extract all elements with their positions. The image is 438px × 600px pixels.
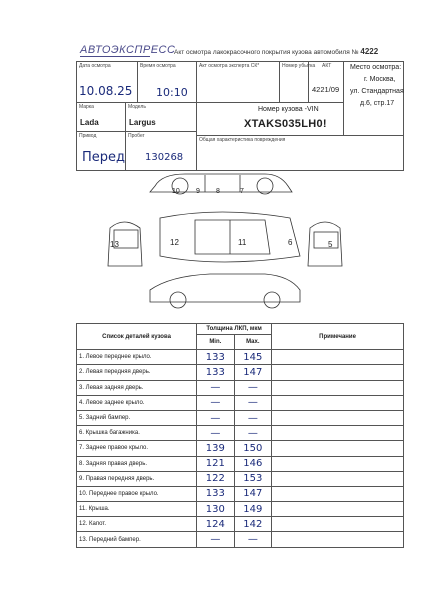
company-logo: АВТОЭКСПРЕСС bbox=[80, 44, 176, 56]
table-row bbox=[77, 426, 404, 441]
min-value-cell: — bbox=[197, 410, 235, 425]
model-label: Модель bbox=[128, 104, 146, 110]
part-name-cell: 3. Левая задняя дверь. bbox=[77, 380, 197, 395]
place-cell bbox=[343, 61, 404, 136]
diagram-number-11: 11 bbox=[238, 238, 247, 247]
table-header-row bbox=[77, 324, 404, 335]
max-value-cell: 153 bbox=[234, 471, 272, 486]
title-text: Акт осмотра лакокрасочного покрытия кузова автомобиля № bbox=[174, 49, 359, 56]
mileage-label: Пробег bbox=[128, 133, 145, 139]
note-cell bbox=[272, 350, 404, 365]
place-line-1: г. Москва, bbox=[364, 76, 396, 83]
time-value: 10:10 bbox=[156, 86, 188, 99]
max-value-cell: 150 bbox=[234, 441, 272, 456]
part-name-cell: 9. Правая передняя дверь. bbox=[77, 471, 197, 486]
note-cell bbox=[272, 365, 404, 380]
min-value-cell: 133 bbox=[197, 486, 235, 501]
parts-table-body bbox=[77, 350, 404, 547]
diagram-number-12: 12 bbox=[170, 238, 179, 247]
note-cell bbox=[272, 532, 404, 547]
max-value-cell: — bbox=[234, 380, 272, 395]
col-min-header: Min. bbox=[197, 335, 235, 350]
table-row bbox=[77, 517, 404, 532]
car-body-diagram bbox=[100, 168, 350, 318]
col-thickness-header: Толщина ЛКП, мкм bbox=[197, 324, 272, 335]
table-row bbox=[77, 380, 404, 395]
note-cell bbox=[272, 456, 404, 471]
place-line-3: д.6, стр.17 bbox=[360, 100, 395, 107]
table-row bbox=[77, 471, 404, 486]
date-label: Дата осмотра bbox=[79, 63, 111, 69]
part-name-cell: 8. Задняя правая дверь. bbox=[77, 456, 197, 471]
part-name-cell: 7. Заднее правое крыло. bbox=[77, 441, 197, 456]
min-value-cell: 122 bbox=[197, 471, 235, 486]
place-label: Место осмотра: bbox=[350, 64, 402, 71]
table-row bbox=[77, 502, 404, 517]
min-value-cell: — bbox=[197, 395, 235, 410]
part-name-cell: 12. Капот. bbox=[77, 517, 197, 532]
date-value: 10.08.25 bbox=[79, 84, 133, 98]
min-value-cell: — bbox=[197, 426, 235, 441]
diagram-number-8: 8 bbox=[216, 188, 220, 195]
diagram-number-7: 7 bbox=[240, 188, 244, 195]
note-cell bbox=[272, 517, 404, 532]
note-cell bbox=[272, 471, 404, 486]
max-value-cell: — bbox=[234, 426, 272, 441]
brand-label: Марка bbox=[79, 104, 94, 110]
min-value-cell: 130 bbox=[197, 502, 235, 517]
drive-label: Привод bbox=[79, 133, 97, 139]
col-note-header: Примечание bbox=[272, 324, 404, 350]
diagram-number-5: 5 bbox=[328, 240, 333, 249]
note-cell bbox=[272, 502, 404, 517]
part-name-cell: 6. Крышка багажника. bbox=[77, 426, 197, 441]
min-value-cell: 133 bbox=[197, 350, 235, 365]
act-number: 4222 bbox=[360, 47, 379, 56]
max-value-cell: — bbox=[234, 395, 272, 410]
max-value-cell: 147 bbox=[234, 365, 272, 380]
part-name-cell: 4. Левое заднее крыло. bbox=[77, 395, 197, 410]
note-cell bbox=[272, 441, 404, 456]
model-value: Largus bbox=[129, 118, 156, 127]
note-cell bbox=[272, 426, 404, 441]
vin-value: XTAKS035LH0! bbox=[244, 118, 327, 130]
table-row bbox=[77, 486, 404, 501]
diagram-number-10: 10 bbox=[172, 188, 180, 195]
table-row bbox=[77, 532, 404, 547]
parts-thickness-table bbox=[76, 323, 404, 548]
part-name-cell: 5. Задний бампер. bbox=[77, 410, 197, 425]
time-label: Время осмотра bbox=[140, 63, 176, 69]
note-cell bbox=[272, 395, 404, 410]
act-value: 4221/09 bbox=[312, 85, 340, 94]
table-row bbox=[77, 410, 404, 425]
col-max-header: Max. bbox=[234, 335, 272, 350]
max-value-cell: 142 bbox=[234, 517, 272, 532]
drive-value: Перед bbox=[82, 150, 126, 165]
document-title bbox=[174, 47, 378, 56]
diagram-number-6: 6 bbox=[288, 238, 293, 247]
place-line-2: ул. Стандартная bbox=[350, 88, 404, 95]
min-value-cell: — bbox=[197, 532, 235, 547]
mileage-value: 130268 bbox=[145, 152, 184, 163]
brand-value: Lada bbox=[80, 118, 99, 127]
part-name-cell: 1. Левое переднее крыло. bbox=[77, 350, 197, 365]
max-value-cell: — bbox=[234, 532, 272, 547]
table-row bbox=[77, 456, 404, 471]
max-value-cell: 145 bbox=[234, 350, 272, 365]
part-name-cell: 13. Передний бампер. bbox=[77, 532, 197, 547]
max-value-cell: — bbox=[234, 410, 272, 425]
note-cell bbox=[272, 380, 404, 395]
table-row bbox=[77, 441, 404, 456]
note-cell bbox=[272, 410, 404, 425]
car-rear-view bbox=[308, 222, 342, 266]
diagram-number-13: 13 bbox=[110, 240, 119, 249]
max-value-cell: 147 bbox=[234, 486, 272, 501]
loss-label: Номер убытка bbox=[282, 63, 316, 69]
expert-label: Акт осмотра эксперта СК* bbox=[199, 63, 260, 69]
max-value-cell: 146 bbox=[234, 456, 272, 471]
min-value-cell: 121 bbox=[197, 456, 235, 471]
damage-label: Общая характеристика повреждения bbox=[199, 137, 286, 143]
table-row bbox=[77, 350, 404, 365]
max-value-cell: 149 bbox=[234, 502, 272, 517]
part-name-cell: 10. Переднее правое крыло. bbox=[77, 486, 197, 501]
table-row bbox=[77, 395, 404, 410]
min-value-cell: 124 bbox=[197, 517, 235, 532]
vin-label: Номер кузова -VIN bbox=[258, 106, 319, 113]
car-side-bottom-outline bbox=[150, 274, 300, 302]
table-row bbox=[77, 365, 404, 380]
diagram-number-9: 9 bbox=[196, 188, 200, 195]
min-value-cell: 133 bbox=[197, 365, 235, 380]
col-parts-header: Список деталей кузова bbox=[77, 324, 197, 350]
act-label: АКТ bbox=[322, 63, 332, 69]
min-value-cell: 139 bbox=[197, 441, 235, 456]
note-cell bbox=[272, 486, 404, 501]
min-value-cell: — bbox=[197, 380, 235, 395]
part-name-cell: 2. Левая передняя дверь. bbox=[77, 365, 197, 380]
logo-underline bbox=[80, 56, 150, 57]
part-name-cell: 11. Крыша. bbox=[77, 502, 197, 517]
